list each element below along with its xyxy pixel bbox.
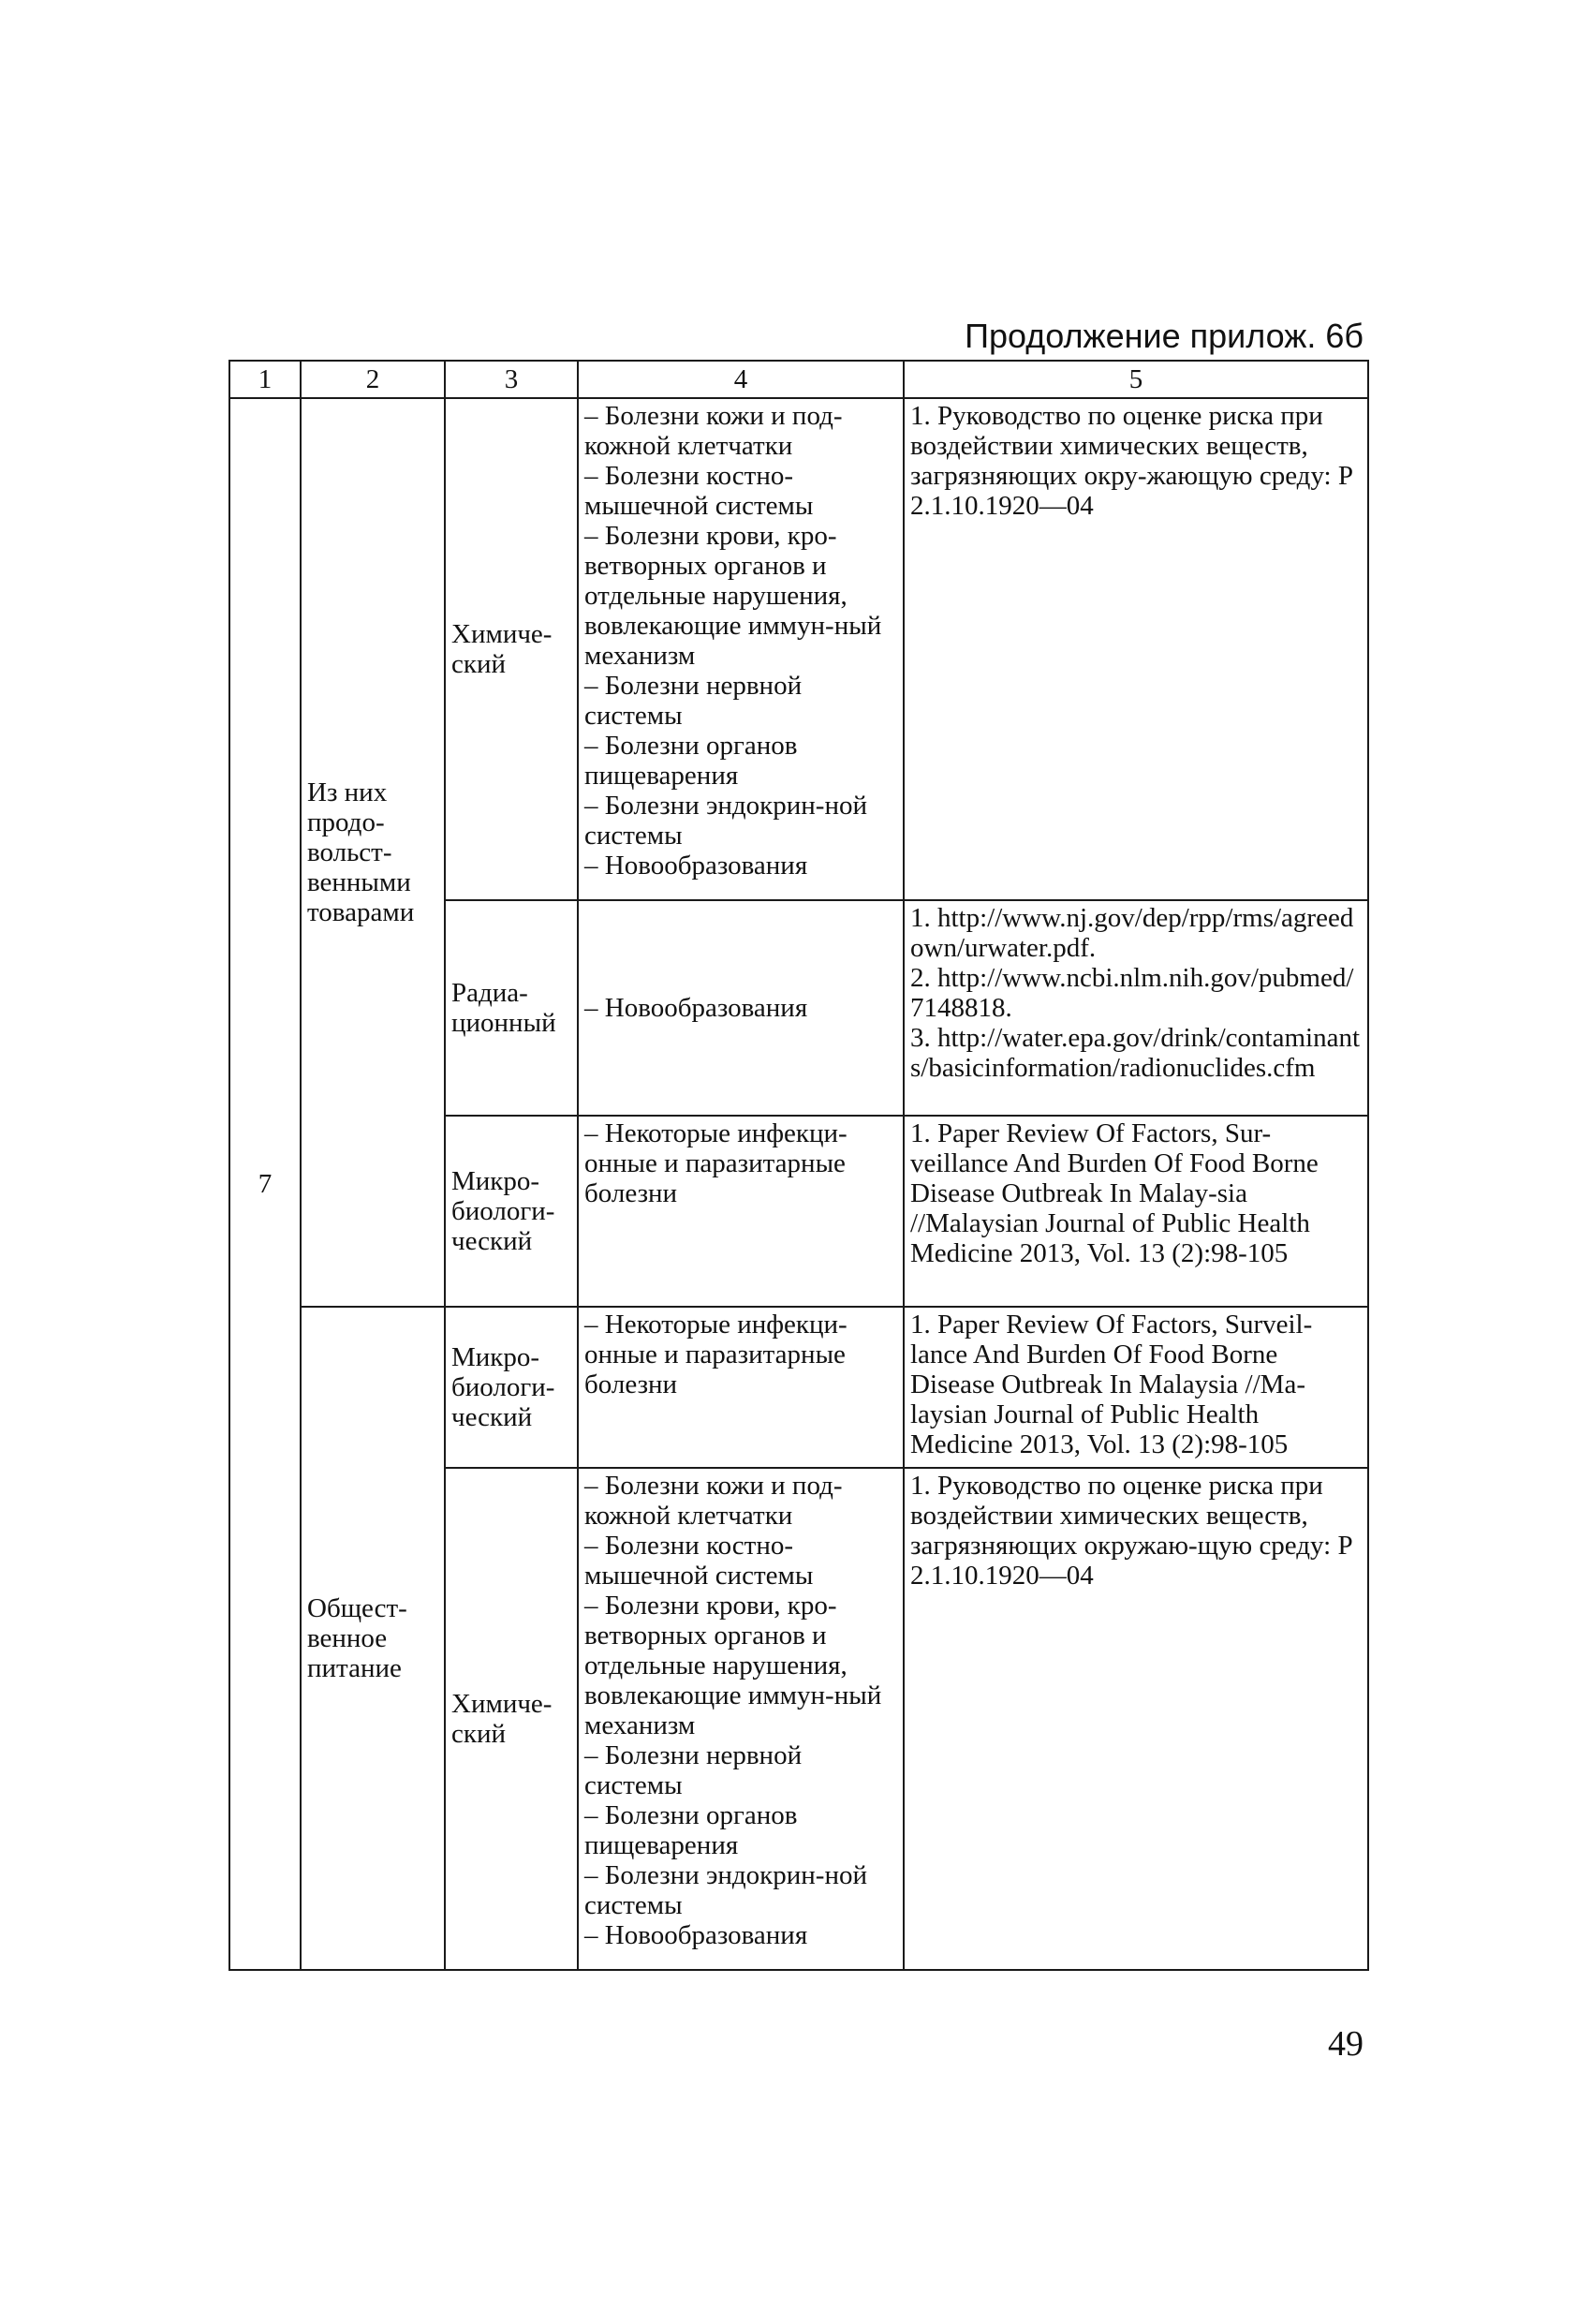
table-header-row bbox=[229, 361, 1368, 398]
factor-cell: Химиче-ский bbox=[445, 398, 578, 900]
table-row bbox=[229, 398, 1368, 900]
disease-item: – Болезни крови, кро-ветворных органов и отдельные нарушения, вовлекающие иммун-ный механизм bbox=[584, 1591, 882, 1740]
disease-item: – Болезни костно-мышечной системы bbox=[584, 1531, 814, 1591]
diseases-cell: – Новообразования bbox=[578, 900, 904, 1116]
group-catering-cell bbox=[301, 1307, 445, 1970]
factor-cell: Химиче-ский bbox=[445, 1468, 578, 1970]
diseases-cell bbox=[578, 398, 904, 900]
source-cell: 1. Paper Review Of Factors, Sur-veillance And Burden Of Food Borne Disease Outbreak In Malay-sia //Malaysian Journal of Public Health Medicine 2013, Vol. 13 (2):98-105 bbox=[904, 1116, 1368, 1307]
disease-item: – Болезни эндокрин-ной системы bbox=[584, 791, 868, 851]
risk-table bbox=[228, 360, 1369, 1971]
group-food-products-cell bbox=[301, 398, 445, 1307]
group-catering-label: Общест-венное питание bbox=[307, 1593, 407, 1683]
disease-item: – Болезни кожи и под-кожной клетчатки bbox=[584, 1471, 843, 1531]
column-header: 3 bbox=[445, 361, 578, 398]
diseases-cell: – Некоторые инфекци-онные и паразитарные болезни bbox=[578, 1116, 904, 1307]
source-link-item[interactable]: 1. http://www.nj.gov/dep/rpp/rms/agreedown/urwater.pdf. bbox=[910, 903, 1354, 963]
table-row bbox=[229, 1307, 1368, 1468]
disease-item: – Новообразования bbox=[584, 851, 808, 881]
group-food-products-label: Из них продо-вольст-венными товарами bbox=[307, 777, 415, 927]
source-cell: 1. Руководство по оценке риска при воздействии химических веществ, загрязняющих окру-жающую среду: Р 2.1.10.1920—04 bbox=[904, 398, 1368, 900]
diseases-cell: – Некоторые инфекци-онные и паразитарные болезни bbox=[578, 1307, 904, 1468]
continuation-label: Продолжение прилож. 6б bbox=[965, 317, 1364, 355]
page-number: 49 bbox=[1328, 2024, 1364, 2064]
column-header: 4 bbox=[578, 361, 904, 398]
column-header: 1 bbox=[229, 361, 301, 398]
factor-cell: Микро-биологи-ческий bbox=[445, 1307, 578, 1468]
disease-item: – Болезни костно-мышечной системы bbox=[584, 461, 814, 521]
source-cell bbox=[904, 900, 1368, 1116]
column-header: 5 bbox=[904, 361, 1368, 398]
disease-item: – Болезни нервной системы bbox=[584, 671, 803, 731]
disease-item: – Болезни эндокрин-ной системы bbox=[584, 1860, 868, 1920]
disease-item: – Новообразования bbox=[584, 1920, 808, 1950]
column-header: 2 bbox=[301, 361, 445, 398]
factor-cell: Радиа-ционный bbox=[445, 900, 578, 1116]
factor-cell: Микро-биологи-ческий bbox=[445, 1116, 578, 1307]
disease-item: – Болезни органов пищеварения bbox=[584, 1800, 798, 1860]
disease-item: – Болезни органов пищеварения bbox=[584, 731, 798, 791]
source-link-item[interactable]: 2. http://www.ncbi.nlm.nih.gov/pubmed/7148818. bbox=[910, 963, 1354, 1023]
disease-item: – Болезни кожи и под-кожной клетчатки bbox=[584, 401, 843, 461]
disease-item: – Болезни нервной системы bbox=[584, 1740, 803, 1800]
source-link-item[interactable]: 3. http://water.epa.gov/drink/contaminants/basicinformation/radionuclides.cfm bbox=[910, 1023, 1361, 1083]
source-cell: 1. Paper Review Of Factors, Surveil-lance And Burden Of Food Borne Disease Outbreak In Malaysia //Ma-laysian Journal of Public Health Medicine 2013, Vol. 13 (2):98-105 bbox=[904, 1307, 1368, 1468]
row-number-cell: 7 bbox=[229, 398, 301, 1970]
disease-item: – Болезни крови, кро-ветворных органов и отдельные нарушения, вовлекающие иммун-ный механизм bbox=[584, 521, 882, 671]
source-cell: 1. Руководство по оценке риска при воздействии химических веществ, загрязняющих окружаю-щую среду: Р 2.1.10.1920—04 bbox=[904, 1468, 1368, 1970]
diseases-cell bbox=[578, 1468, 904, 1970]
